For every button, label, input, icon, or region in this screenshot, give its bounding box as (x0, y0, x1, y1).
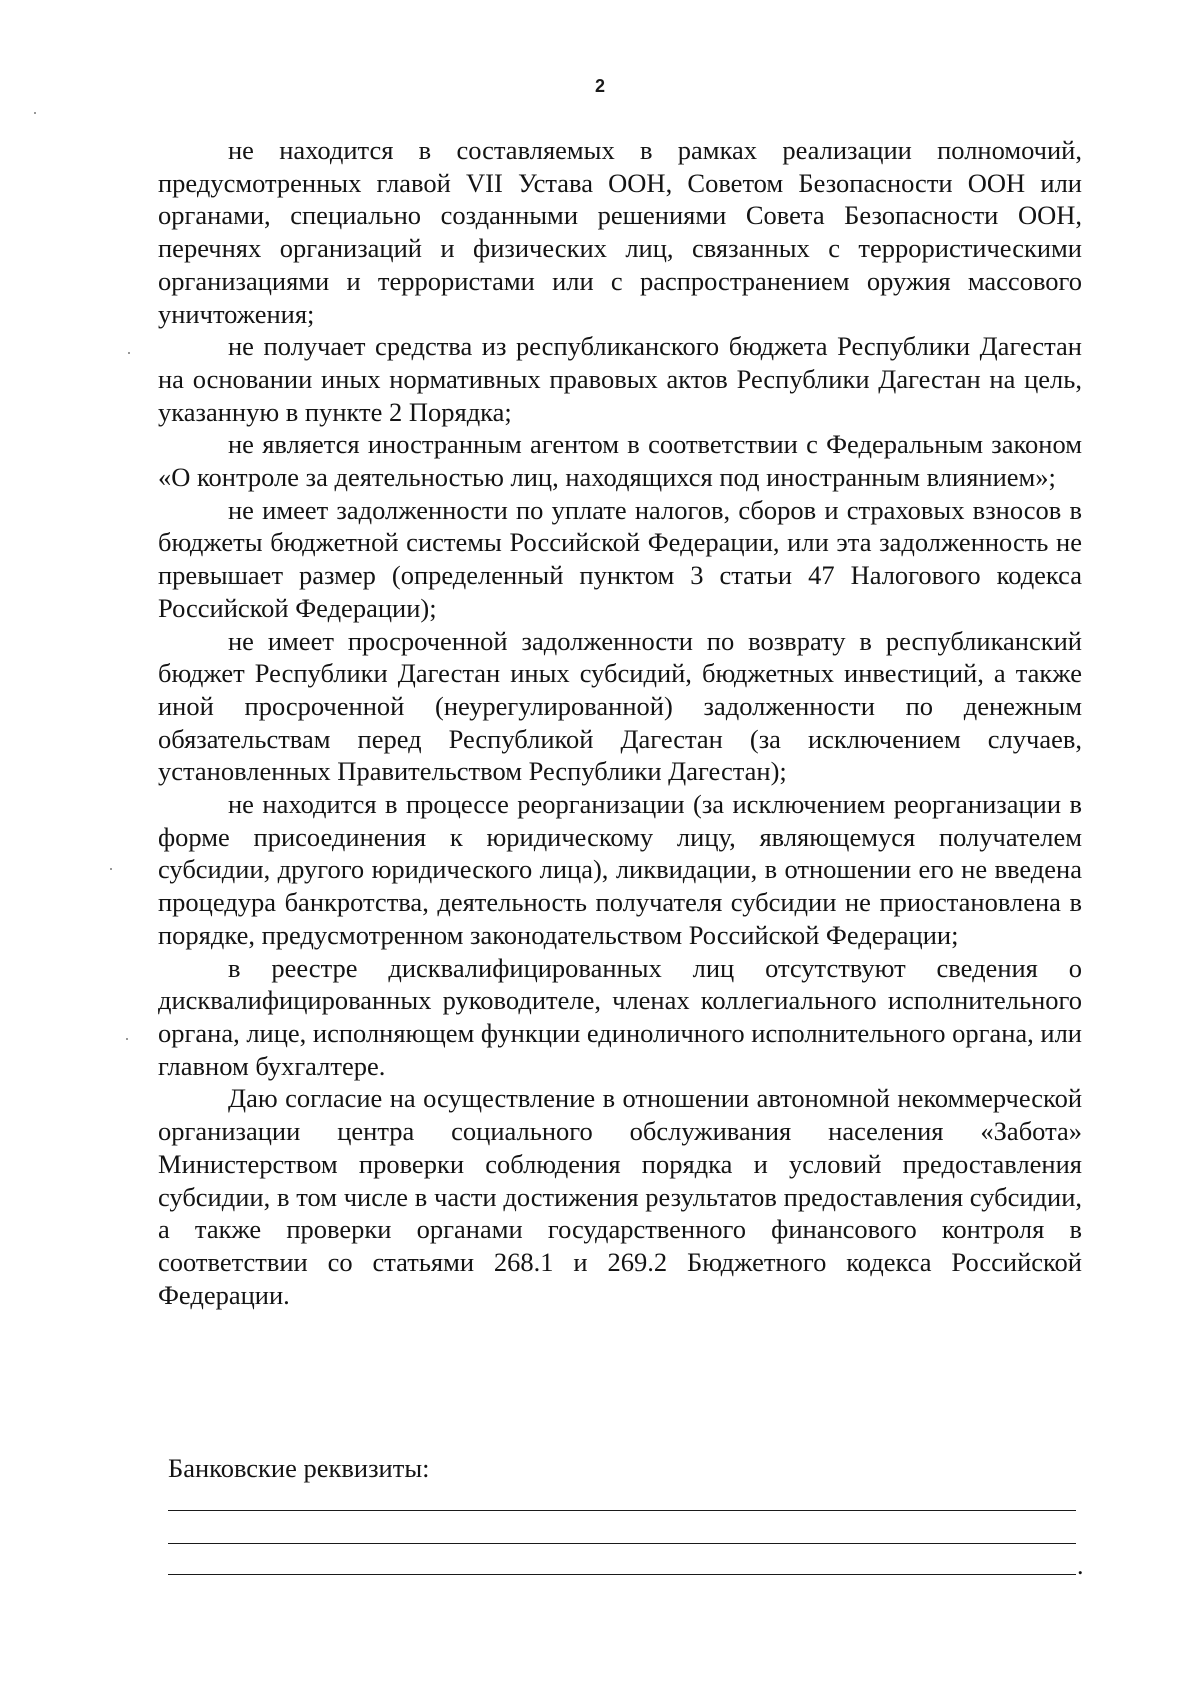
bank-details-line-end: . (1077, 1551, 1084, 1580)
bank-details-label: Банковские реквизиты: (168, 1453, 430, 1483)
bank-details-line (168, 1543, 1076, 1544)
scan-speck (126, 1038, 128, 1040)
scan-speck (34, 112, 36, 114)
bank-details-line (168, 1574, 1076, 1575)
paragraph-no-tax-debt: не имеет задолженности по уплате налогов, сборов и страховых взносов в бюджеты бюджетной системы Российской Федерации, или эта задолженность не превышает размер (определенный пунктом 3 статьи 47 Налогового кодекса Российской Федерации); (158, 494, 1082, 623)
page-number: 2 (594, 76, 605, 96)
scan-speck (128, 352, 130, 354)
scan-speck (110, 868, 112, 870)
document-body (158, 134, 1082, 1311)
paragraph-un-sanctions-lists: не находится в составляемых в рамках реализации полномочий, предусмотренных главой VII Устава ООН, Советом Безопасности ООН или органами, специально созданными решениями Совета Безопасности ООН, перечнях организаций и физических лиц, связанных с террористическими организациями и террористами или с распространением оружия массового уничтожения; (158, 135, 1082, 329)
paragraph-consent-to-audit: Даю согласие на осуществление в отношении автономной некоммерческой организации центра социального обслуживания населения «Забота» Министерством проверки соблюдения порядка и условий предоставления субсидии, в том числе в части достижения результатов предоставления субсидии, а также проверки органами государственного финансового контроля в соответствии со статьями 268.1 и 269.2 Бюджетного кодекса Российской Федерации. (158, 1083, 1082, 1310)
paragraph-no-reorganization: не находится в процессе реорганизации (за исключением реорганизации в форме присоединения к юридическому лицу, являющемуся получателем субсидии, другого юридического лица), ликвидации, в отношении его не введена процедура банкротства, деятельность получателя субсидии не приостановлена в порядке, предусмотренном законодательством Российской Федерации; (158, 789, 1082, 950)
paragraph-no-overdue-debt: не имеет просроченной задолженности по возврату в республиканский бюджет Республики Дагестан иных субсидий, бюджетных инвестиций, а также иной просроченной (неурегулированной) задолженности по денежным обязательствам перед Республикой Дагестан (за исключением случаев, установленных Правительством Республики Дагестан); (158, 625, 1082, 787)
bank-details-line (168, 1510, 1076, 1511)
paragraph-no-other-budget-funds: не получает средства из республиканского бюджета Республики Дагестан на основании иных нормативных правовых актов Республики Дагестан на цель, указанную в пункте 2 Порядка; (158, 331, 1082, 427)
paragraph-disqualification-registry: в реестре дисквалифицированных лиц отсутствуют сведения о дисквалифицированных руководителе, членах коллегиального исполнительного органа, лице, исполняющем функции единоличного исполнительного органа, или главном бухгалтере. (158, 952, 1082, 1081)
paragraph-not-foreign-agent: не является иностранным агентом в соответствии с Федеральным законом «О контроле за деятельностью лиц, находящихся под иностранным влиянием»; (158, 429, 1082, 493)
